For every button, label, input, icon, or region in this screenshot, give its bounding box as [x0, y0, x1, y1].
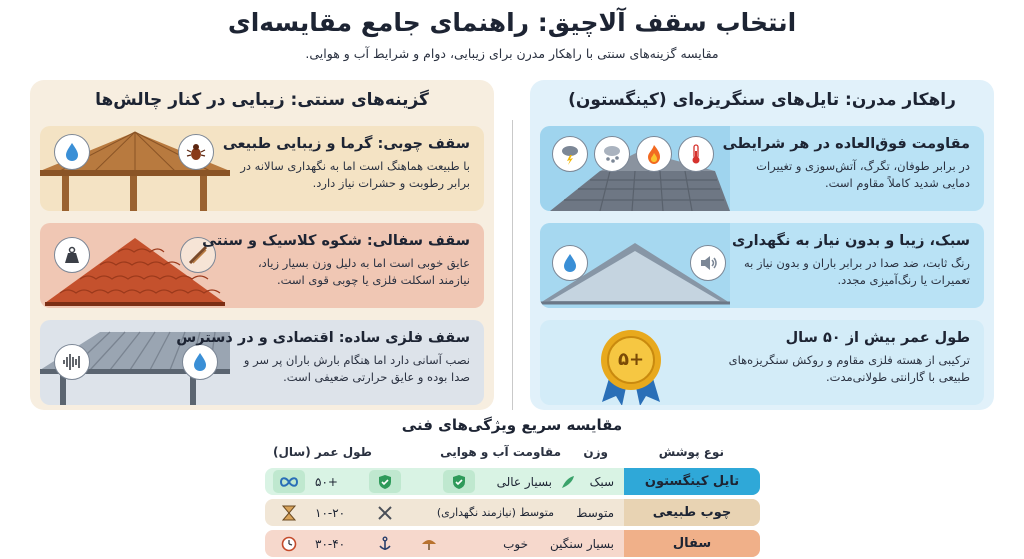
page-subtitle: مقایسه گزینه‌های سنتی با راهکار مدرن برای زیبایی، دوام و شرایط آب و هوایی.	[305, 46, 719, 61]
table-row-tile	[265, 530, 760, 557]
shield-check-icon	[443, 470, 475, 493]
shield-check-icon	[369, 470, 401, 493]
badge-number: +۵	[617, 349, 645, 370]
kingston-weight: سبک	[589, 474, 614, 489]
trad-card-2-desc: عایق خوبی است اما به دلیل وزن بسیار زیاد، نیازمند اسکلت فلزی یا چوبی قوی است.	[257, 256, 470, 287]
modern-card-2-title: سبک، زیبا و بدون نیاز به نگهداری	[731, 233, 970, 249]
trad-card-3-title: سقف فلزی ساده: اقتصادی و در دسترس	[176, 330, 470, 346]
modern-card-1-desc: در برابر طوفان، تگرگ، آتش‌سوزی و تغییرات دمایی شدید کاملاً مقاوم است.	[756, 159, 970, 190]
wood-lifespan: ۱۰-۲۰	[315, 505, 346, 520]
table-row-wood	[265, 499, 760, 526]
row-label-kingston: تایل کینگستون	[624, 468, 760, 495]
col-header-type: نوع پوشش	[658, 445, 724, 459]
clock-icon	[273, 532, 305, 555]
trad-card-wood	[40, 126, 484, 211]
trad-card-2-title: سقف سفالی: شکوه کلاسیک و سنتی	[202, 233, 470, 249]
kingston-lifespan: +۵۰	[315, 474, 338, 489]
anchor-icon	[369, 532, 401, 555]
tile-resistance: خوب	[503, 536, 528, 551]
trad-card-metal	[40, 320, 484, 405]
storm-icon	[552, 136, 588, 172]
tile-lifespan: ۳۰-۴۰	[315, 536, 346, 551]
modern-card-light	[540, 223, 984, 308]
award-badge-icon	[540, 320, 730, 405]
trad-card-1-desc: با طبیعت هماهنگ است اما به نگهداری سالانه در برابر رطوبت و حشرات نیاز دارد.	[240, 159, 470, 190]
comparison-title: مقایسه سریع ویژگی‌های فنی	[401, 416, 623, 434]
umbrella-icon	[413, 532, 445, 555]
sound-wave-icon	[54, 344, 90, 380]
col-header-lifespan: طول عمر (سال)	[273, 445, 372, 459]
fire-icon	[636, 136, 672, 172]
feather-icon	[560, 468, 576, 495]
hail-icon	[594, 136, 630, 172]
wood-weight: متوسط	[576, 505, 614, 520]
row-label-tile: سفال	[624, 530, 760, 557]
tile-weight: بسیار سنگین	[550, 536, 614, 551]
modern-heading: راهکار مدرن: تایل‌های سنگریزه‌ای (کینگستون)	[568, 90, 956, 110]
trad-card-tile	[40, 223, 484, 308]
kingston-resistance: بسیار عالی	[496, 474, 552, 489]
water-drop-icon	[552, 245, 588, 281]
water-drop-icon	[182, 344, 218, 380]
panel-divider	[512, 120, 513, 410]
page-title: انتخاب سقف آلاچیق: راهنمای جامع مقایسه‌ای	[227, 8, 797, 37]
modern-card-resistance	[540, 126, 984, 211]
modern-panel	[530, 80, 994, 410]
traditional-panel	[30, 80, 494, 410]
modern-card-2-desc: رنگ ثابت، ضد صدا در برابر باران و بدون نیاز به تعمیرات یا رنگ‌آمیزی مجدد.	[743, 256, 970, 287]
modern-card-3-desc: ترکیبی از هسته فلزی مقاوم و روکش سنگریزه‌های طبیعی با گارانتی طولانی‌مدت.	[728, 353, 970, 384]
modern-card-3-title: طول عمر بیش از ۵۰ سال	[785, 330, 970, 346]
col-header-weight: وزن	[583, 445, 608, 459]
row-label-wood: چوب طبیعی	[624, 499, 760, 526]
thermometer-icon	[678, 136, 714, 172]
speaker-icon	[690, 245, 726, 281]
wrench-icon	[369, 501, 401, 524]
traditional-heading: گزینه‌های سنتی: زیبایی در کنار چالش‌ها	[95, 90, 429, 110]
hourglass-icon	[273, 501, 305, 524]
weight-icon	[54, 237, 90, 273]
water-drop-icon	[54, 134, 90, 170]
trad-card-1-title: سقف چوبی: گرما و زیبایی طبیعی	[222, 136, 470, 152]
col-header-resistance: مقاومت آب و هوایی	[440, 445, 561, 459]
infinity-icon	[273, 470, 305, 493]
bug-icon	[178, 134, 214, 170]
table-row-kingston	[265, 468, 760, 495]
modern-card-lifespan	[540, 320, 984, 405]
trad-card-3-desc: نصب آسانی دارد اما هنگام بارش باران پر سر و صدا بوده و عایق حرارتی ضعیفی است.	[243, 353, 470, 384]
wood-resistance: متوسط (نیازمند نگهداری)	[436, 506, 554, 519]
modern-card-1-title: مقاومت فوق‌العاده در هر شرایطی	[722, 136, 970, 152]
